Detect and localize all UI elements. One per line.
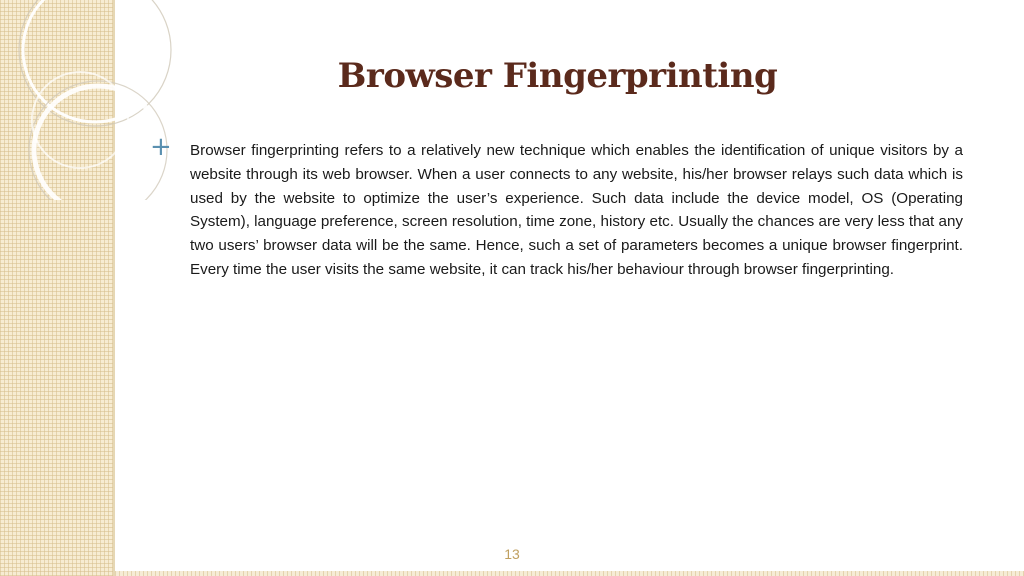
bullet-text: Browser fingerprinting refers to a relatively new technique which enables the identification of unique visitors by a website through its web browser. When a user connects to any website, his/her browser relays such data which is used by the website to optimize the user’s experience. Such data include the device model, OS (Operating System), language preference, screen resolution, time zone, history etc. Usually the chances are very less that any two users’ browser data will be the same. Hence, such a set of parameters becomes a unique browser fingerprint. Every time the user visits the same website, it can track his/her behaviour through browser fingerprinting. (190, 142, 963, 278)
plus-bullet-icon: + (150, 132, 172, 162)
decorative-bottom-band (115, 571, 1024, 576)
decorative-circles (0, 0, 180, 200)
page-number: 13 (504, 546, 520, 562)
slide-title: Browser Fingerprinting (337, 56, 778, 96)
